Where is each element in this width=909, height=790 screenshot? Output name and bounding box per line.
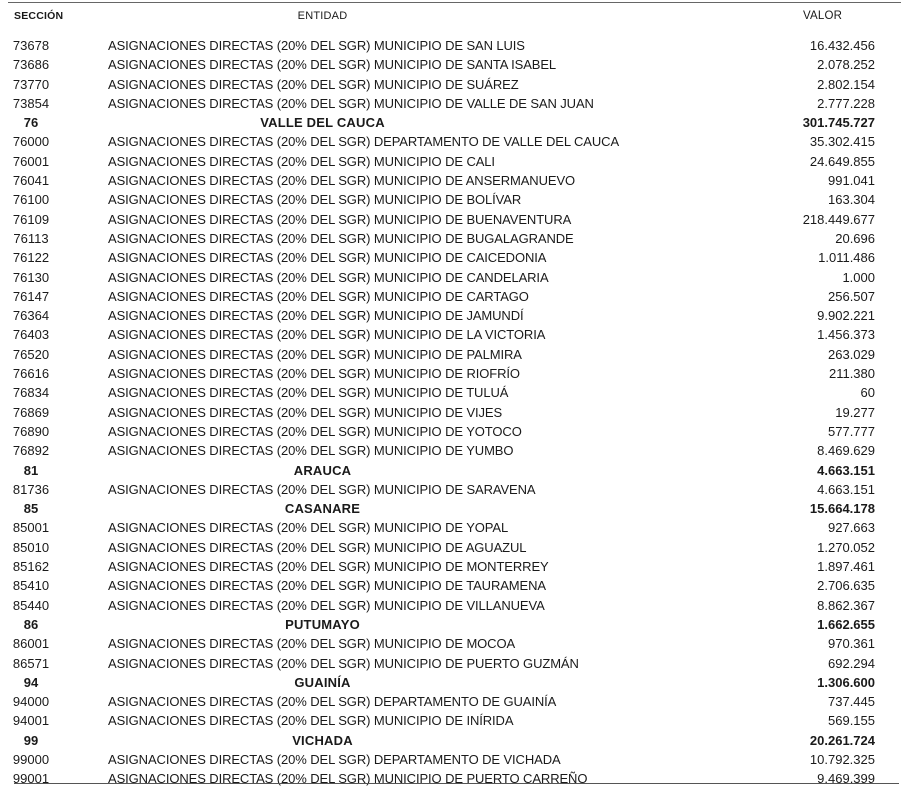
section-code: 76890 (12, 423, 50, 439)
entity-name: ASIGNACIONES DIRECTAS (20% DEL SGR) MUNICIPIO DE MONTERREY (108, 559, 549, 575)
entity-name: ASIGNACIONES DIRECTAS (20% DEL SGR) MUNICIPIO DE MOCOA (108, 636, 516, 652)
section-code: 73686 (12, 57, 50, 73)
table-row (0, 171, 909, 190)
entity-name: ASIGNACIONES DIRECTAS (20% DEL SGR) MUNICIPIO DE SARAVENA (108, 481, 536, 497)
department-name: CASANARE (284, 501, 361, 517)
entity-name: ASIGNACIONES DIRECTAS (20% DEL SGR) MUNICIPIO DE YOPAL (108, 520, 509, 536)
allocation-value: 218.449.677 (802, 211, 875, 227)
entity-name: ASIGNACIONES DIRECTAS (20% DEL SGR) MUNICIPIO DE VALLE DE SAN JUAN (108, 95, 594, 111)
allocation-value: 1.011.486 (818, 250, 875, 266)
section-code: 76109 (12, 211, 50, 227)
allocation-value: 577.777 (828, 423, 875, 439)
allocation-value: 737.445 (828, 694, 875, 710)
table-row (0, 345, 909, 364)
section-code: 85 (23, 501, 39, 517)
department-total-row (0, 615, 909, 634)
top-rule (8, 2, 901, 3)
entity-name: ASIGNACIONES DIRECTAS (20% DEL SGR) MUNICIPIO DE LA VICTORIA (108, 327, 546, 343)
section-code: 94001 (12, 713, 50, 729)
table-row (0, 229, 909, 248)
allocation-value: 20.696 (835, 230, 875, 246)
budget-table (0, 5, 909, 789)
entity-name: ASIGNACIONES DIRECTAS (20% DEL SGR) MUNICIPIO DE SAN LUIS (108, 38, 525, 53)
table-row (0, 287, 909, 306)
table-row (0, 152, 909, 171)
section-code: 73770 (12, 76, 50, 92)
section-code: 81736 (12, 481, 50, 497)
allocation-value: 692.294 (828, 655, 875, 671)
section-code: 85162 (12, 559, 50, 575)
table-body (0, 36, 909, 789)
department-total-row (0, 113, 909, 132)
allocation-value: 927.663 (828, 520, 875, 536)
department-total-value: 20.261.724 (809, 732, 875, 748)
allocation-value: 1.270.052 (817, 539, 875, 555)
section-code: 85001 (12, 520, 50, 536)
section-code: 76892 (12, 443, 50, 459)
table-row (0, 75, 909, 94)
table-row (0, 576, 909, 595)
department-name: ARAUCA (293, 462, 352, 478)
table-row (0, 55, 909, 74)
table-row (0, 403, 909, 422)
section-code: 86571 (12, 655, 50, 671)
section-code: 94 (23, 674, 39, 690)
allocation-value: 16.432.456 (809, 38, 875, 53)
section-code: 99001 (12, 771, 50, 787)
section-code: 99000 (12, 751, 50, 767)
table-row (0, 769, 909, 788)
section-code: 73678 (12, 38, 50, 53)
section-code: 76869 (12, 404, 50, 420)
table-row (0, 596, 909, 615)
table-row (0, 306, 909, 325)
table-row (0, 711, 909, 730)
allocation-value: 9.469.399 (817, 771, 875, 787)
allocation-value: 1.897.461 (817, 559, 875, 575)
table-row (0, 654, 909, 673)
section-code: 94000 (12, 694, 50, 710)
section-code: 76364 (12, 308, 50, 324)
department-name: VALLE DEL CAUCA (260, 115, 385, 131)
section-code: 85410 (12, 578, 50, 594)
table-row (0, 480, 909, 499)
department-total-value: 4.663.151 (817, 462, 875, 478)
section-code: 76113 (13, 230, 49, 246)
section-code: 76520 (12, 346, 50, 362)
allocation-value: 2.802.154 (817, 76, 875, 92)
table-row (0, 36, 909, 55)
department-total-value: 1.662.655 (817, 616, 875, 632)
table-row (0, 132, 909, 151)
allocation-value: 9.902.221 (817, 308, 875, 324)
table-header (0, 5, 909, 36)
allocation-value: 24.649.855 (809, 153, 875, 169)
table-row (0, 750, 909, 769)
section-code: 85010 (12, 539, 50, 555)
allocation-value: 4.663.151 (817, 481, 875, 497)
table-row (0, 325, 909, 344)
department-name: GUAINÍA (294, 674, 351, 690)
allocation-value: 211.380 (828, 366, 875, 382)
allocation-value: 2.078.252 (817, 57, 875, 73)
section-code: 76403 (12, 327, 50, 343)
section-code: 76041 (12, 173, 50, 189)
section-code: 76 (23, 115, 39, 131)
entity-name: ASIGNACIONES DIRECTAS (20% DEL SGR) MUNICIPIO DE RIOFRÍO (108, 366, 520, 382)
entity-name: ASIGNACIONES DIRECTAS (20% DEL SGR) MUNICIPIO DE CALI (108, 153, 495, 169)
allocation-value: 256.507 (828, 288, 875, 304)
table-row (0, 634, 909, 653)
entity-name: ASIGNACIONES DIRECTAS (20% DEL SGR) MUNICIPIO DE SUÁREZ (108, 76, 519, 92)
allocation-value: 8.862.367 (817, 597, 875, 613)
entity-name: ASIGNACIONES DIRECTAS (20% DEL SGR) MUNICIPIO DE CANDELARIA (108, 269, 549, 285)
entity-name: ASIGNACIONES DIRECTAS (20% DEL SGR) MUNICIPIO DE VIJES (108, 404, 503, 420)
allocation-value: 35.302.415 (809, 134, 875, 150)
allocation-value: 19.277 (835, 404, 875, 420)
department-total-row (0, 461, 909, 480)
allocation-value: 163.304 (828, 192, 875, 208)
entity-name: ASIGNACIONES DIRECTAS (20% DEL SGR) MUNICIPIO DE PUERTO GUZMÁN (108, 655, 579, 671)
section-code: 76000 (12, 134, 50, 150)
table-row (0, 190, 909, 209)
department-total-row (0, 731, 909, 750)
entity-name: ASIGNACIONES DIRECTAS (20% DEL SGR) MUNICIPIO DE VILLANUEVA (108, 597, 545, 613)
entity-name: ASIGNACIONES DIRECTAS (20% DEL SGR) MUNICIPIO DE INÍRIDA (108, 713, 514, 729)
allocation-value: 60 (860, 385, 875, 401)
department-total-value: 1.306.600 (817, 674, 875, 690)
table-row (0, 557, 909, 576)
entity-name: ASIGNACIONES DIRECTAS (20% DEL SGR) MUNICIPIO DE TAURAMENA (108, 578, 546, 594)
table-row (0, 383, 909, 402)
entity-name: ASIGNACIONES DIRECTAS (20% DEL SGR) MUNICIPIO DE AGUAZUL (108, 539, 527, 555)
allocation-value: 263.029 (828, 346, 875, 362)
table-row (0, 364, 909, 383)
column-header-valor: VALOR (803, 10, 843, 22)
section-code: 76001 (12, 153, 50, 169)
section-code: 73854 (12, 95, 50, 111)
table-row (0, 422, 909, 441)
section-code: 76100 (12, 192, 50, 208)
section-code: 76834 (12, 385, 50, 401)
table-row (0, 441, 909, 460)
allocation-value: 10.792.325 (809, 751, 875, 767)
allocation-value: 991.041 (828, 173, 875, 189)
table-row (0, 268, 909, 287)
allocation-value: 2.777.228 (817, 95, 875, 111)
entity-name: ASIGNACIONES DIRECTAS (20% DEL SGR) DEPARTAMENTO DE GUAINÍA (108, 694, 557, 710)
column-header-seccion: SECCIÓN (14, 10, 64, 22)
entity-name: ASIGNACIONES DIRECTAS (20% DEL SGR) MUNICIPIO DE SANTA ISABEL (108, 57, 557, 73)
section-code: 76147 (12, 288, 50, 304)
header-row (0, 5, 909, 36)
allocation-value: 1.000 (842, 269, 875, 285)
section-code: 86 (23, 616, 39, 632)
allocation-value: 1.456.373 (817, 327, 875, 343)
table-row (0, 518, 909, 537)
department-total-row (0, 673, 909, 692)
department-total-value: 301.745.727 (802, 115, 875, 131)
table-row (0, 692, 909, 711)
entity-name: ASIGNACIONES DIRECTAS (20% DEL SGR) MUNICIPIO DE CARTAGO (108, 288, 529, 304)
table-row (0, 248, 909, 267)
entity-name: ASIGNACIONES DIRECTAS (20% DEL SGR) MUNICIPIO DE PALMIRA (108, 346, 522, 362)
entity-name: ASIGNACIONES DIRECTAS (20% DEL SGR) MUNICIPIO DE YOTOCO (108, 423, 522, 439)
section-code: 86001 (12, 636, 50, 652)
entity-name: ASIGNACIONES DIRECTAS (20% DEL SGR) MUNICIPIO DE TULUÁ (108, 385, 509, 401)
department-total-value: 15.664.178 (809, 501, 875, 517)
section-code: 99 (23, 732, 39, 748)
entity-name: ASIGNACIONES DIRECTAS (20% DEL SGR) MUNICIPIO DE ANSERMANUEVO (108, 173, 576, 189)
entity-name: ASIGNACIONES DIRECTAS (20% DEL SGR) DEPARTAMENTO DE VICHADA (108, 751, 561, 767)
table-row (0, 94, 909, 113)
table-row (0, 538, 909, 557)
allocation-value: 2.706.635 (817, 578, 875, 594)
entity-name: ASIGNACIONES DIRECTAS (20% DEL SGR) MUNICIPIO DE BOLÍVAR (108, 192, 522, 208)
entity-name: ASIGNACIONES DIRECTAS (20% DEL SGR) MUNICIPIO DE YUMBO (108, 443, 514, 459)
section-code: 76616 (12, 366, 50, 382)
allocation-value: 8.469.629 (817, 443, 875, 459)
entity-name: ASIGNACIONES DIRECTAS (20% DEL SGR) MUNICIPIO DE PUERTO CARREÑO (108, 771, 588, 787)
section-code: 76130 (12, 269, 50, 285)
entity-name: ASIGNACIONES DIRECTAS (20% DEL SGR) MUNICIPIO DE CAICEDONIA (108, 250, 547, 266)
allocation-value: 970.361 (828, 636, 875, 652)
entity-name: ASIGNACIONES DIRECTAS (20% DEL SGR) DEPARTAMENTO DE VALLE DEL CAUCA (108, 134, 620, 150)
column-header-entidad: ENTIDAD (297, 10, 348, 22)
department-name: PUTUMAYO (285, 616, 360, 632)
entity-name: ASIGNACIONES DIRECTAS (20% DEL SGR) MUNICIPIO DE JAMUNDÍ (108, 308, 524, 324)
department-name: VICHADA (292, 732, 353, 748)
section-code: 85440 (12, 597, 50, 613)
entity-name: ASIGNACIONES DIRECTAS (20% DEL SGR) MUNICIPIO DE BUGALAGRANDE (108, 230, 574, 246)
entity-name: ASIGNACIONES DIRECTAS (20% DEL SGR) MUNICIPIO DE BUENAVENTURA (108, 211, 572, 227)
bottom-rule (14, 783, 899, 784)
table-row (0, 210, 909, 229)
allocation-value: 569.155 (828, 713, 875, 729)
department-total-row (0, 499, 909, 518)
section-code: 81 (23, 462, 39, 478)
section-code: 76122 (12, 250, 50, 266)
